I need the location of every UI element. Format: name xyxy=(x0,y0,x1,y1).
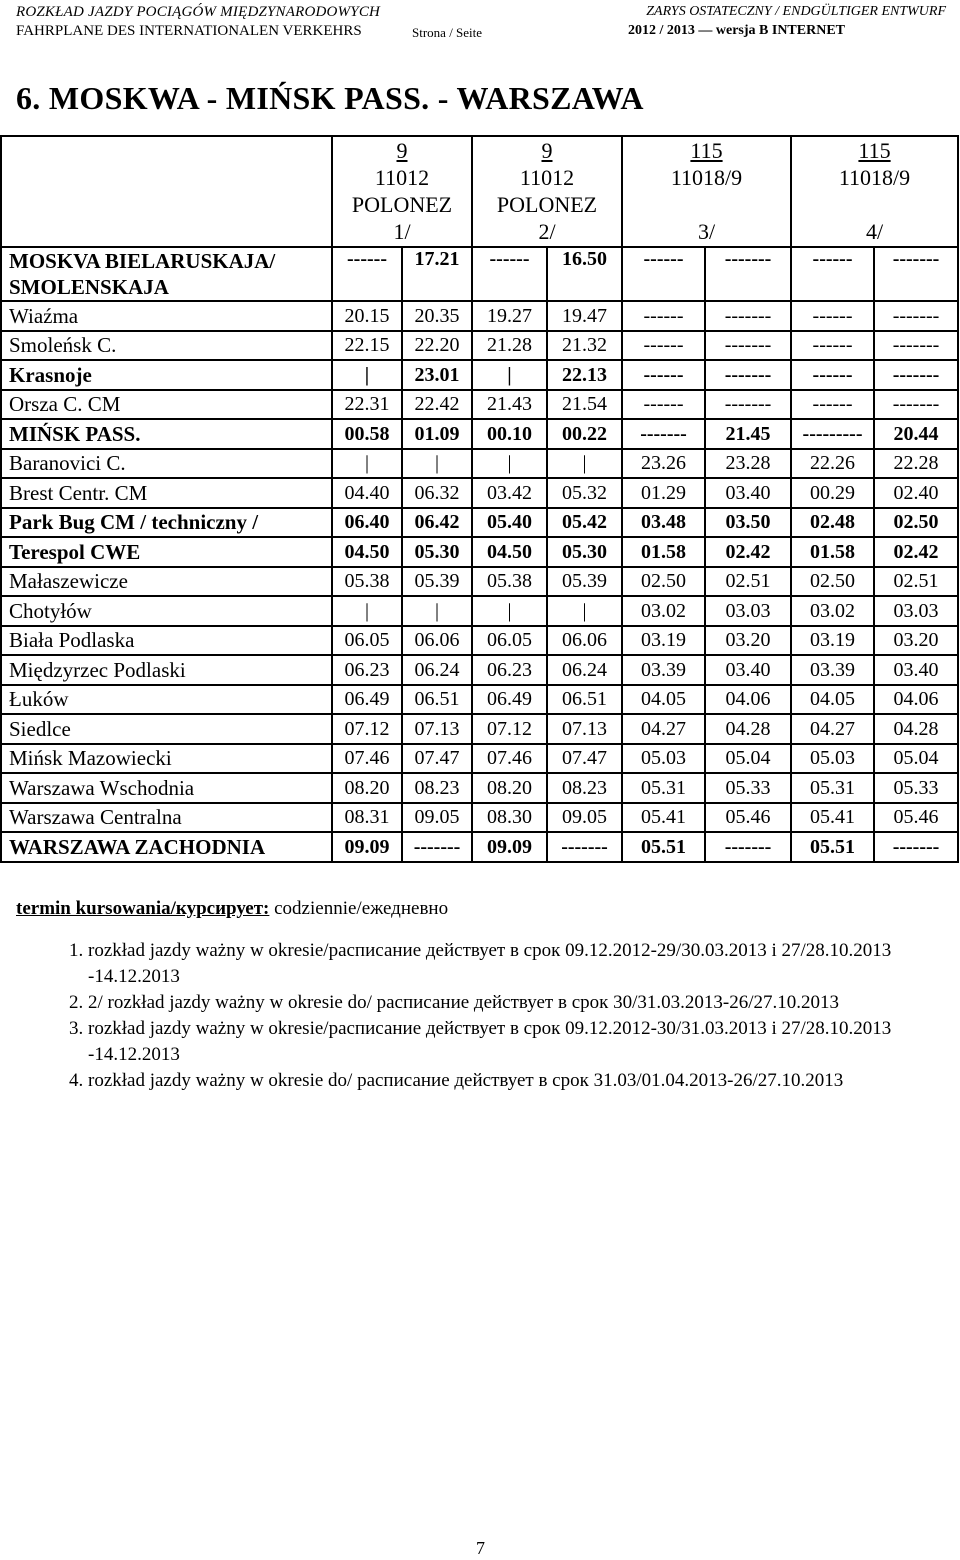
time-cell: ------- xyxy=(874,247,958,301)
station-row xyxy=(1,508,958,538)
time-cell: 00.22 xyxy=(547,419,622,449)
station-name-cell xyxy=(1,390,332,420)
time-cell: ------ xyxy=(622,331,705,361)
train-note: 2/ xyxy=(538,219,556,244)
time-cell: 05.38 xyxy=(472,567,547,597)
footnotes-list xyxy=(50,938,958,1094)
station-row xyxy=(1,567,958,597)
station-name: Baranovici C. xyxy=(9,451,126,476)
time-cell: 08.23 xyxy=(547,773,622,803)
time-cell: | xyxy=(547,596,622,626)
station-name: Warszawa Wschodnia xyxy=(9,775,195,800)
time-cell: 03.02 xyxy=(791,596,874,626)
time-cell: 05.33 xyxy=(705,773,791,803)
station-row xyxy=(1,744,958,774)
time-cell: 06.05 xyxy=(472,626,547,656)
station-row xyxy=(1,247,958,301)
time-cell: 00.29 xyxy=(791,478,874,508)
time-cell: 09.05 xyxy=(547,803,622,833)
station-row xyxy=(1,685,958,715)
station-name-cell xyxy=(1,744,332,774)
time-cell: 06.40 xyxy=(332,508,402,538)
time-cell: ------ xyxy=(622,360,705,390)
time-cell: 04.27 xyxy=(622,714,705,744)
header-page-label: Strona / Seite xyxy=(412,25,483,40)
station-name-line2: SMOLENSKAJA xyxy=(9,275,169,299)
train-column-header xyxy=(332,136,472,247)
time-cell: | xyxy=(332,360,402,390)
station-row xyxy=(1,360,958,390)
time-cell: 23.28 xyxy=(705,449,791,479)
time-cell: | xyxy=(402,596,472,626)
time-cell: 04.50 xyxy=(472,537,547,567)
time-cell: 03.20 xyxy=(705,626,791,656)
time-cell: 05.42 xyxy=(547,508,622,538)
time-cell: | xyxy=(332,596,402,626)
time-cell: ------- xyxy=(705,247,791,301)
station-name: Małaszewicze xyxy=(9,569,128,594)
time-cell: 23.01 xyxy=(402,360,472,390)
time-cell: 05.32 xyxy=(547,478,622,508)
time-cell: 07.47 xyxy=(402,744,472,774)
time-cell: 02.40 xyxy=(874,478,958,508)
station-row xyxy=(1,419,958,449)
station-row xyxy=(1,655,958,685)
time-cell: 06.06 xyxy=(547,626,622,656)
time-cell: 04.06 xyxy=(705,685,791,715)
station-name-cell xyxy=(1,685,332,715)
time-cell: ------- xyxy=(874,360,958,390)
time-cell: 22.26 xyxy=(791,449,874,479)
time-cell: 07.46 xyxy=(332,744,402,774)
time-cell: 03.40 xyxy=(874,655,958,685)
time-cell: ------ xyxy=(622,390,705,420)
station-name: Łuków xyxy=(9,687,69,712)
time-cell: 07.12 xyxy=(332,714,402,744)
time-cell: 08.31 xyxy=(332,803,402,833)
time-cell: 05.40 xyxy=(472,508,547,538)
time-cell: 06.05 xyxy=(332,626,402,656)
time-cell: 05.41 xyxy=(622,803,705,833)
time-cell: 06.24 xyxy=(402,655,472,685)
time-cell: ------- xyxy=(705,832,791,862)
station-name: Biała Podlaska xyxy=(9,628,135,653)
time-cell: ------ xyxy=(791,360,874,390)
time-cell: 02.42 xyxy=(705,537,791,567)
time-cell: 06.23 xyxy=(472,655,547,685)
station-name-cell xyxy=(1,803,332,833)
train-note: 3/ xyxy=(697,219,716,244)
time-cell: ------- xyxy=(547,832,622,862)
time-cell: 01.58 xyxy=(622,537,705,567)
station-name-cell xyxy=(1,832,332,862)
train-code: 11012 xyxy=(519,165,575,190)
time-cell: ------ xyxy=(791,390,874,420)
time-cell: 04.05 xyxy=(622,685,705,715)
time-cell: 21.43 xyxy=(472,390,547,420)
time-cell: ------ xyxy=(791,247,874,301)
station-name: Mińsk Mazowiecki xyxy=(9,746,172,771)
train-number: 115 xyxy=(690,138,723,163)
time-cell: 05.39 xyxy=(402,567,472,597)
time-cell: 04.06 xyxy=(874,685,958,715)
station-name: Chotyłów xyxy=(9,598,92,623)
station-name: MIŃSK PASS. xyxy=(9,421,141,446)
train-column-header xyxy=(791,136,958,247)
time-cell: ------- xyxy=(705,360,791,390)
time-cell: 17.21 xyxy=(402,247,472,301)
time-cell: 03.20 xyxy=(874,626,958,656)
train-name: POLONEZ xyxy=(496,192,598,217)
time-cell: ------- xyxy=(705,301,791,331)
station-name: Krasnoje xyxy=(9,362,92,387)
time-cell: 05.31 xyxy=(622,773,705,803)
time-cell: ------- xyxy=(705,331,791,361)
time-cell: 03.42 xyxy=(472,478,547,508)
time-cell: ------- xyxy=(705,390,791,420)
time-cell: 04.28 xyxy=(705,714,791,744)
time-cell: 21.54 xyxy=(547,390,622,420)
train-number: 9 xyxy=(541,138,553,163)
station-name: Terespol CWE xyxy=(9,539,141,564)
station-row xyxy=(1,773,958,803)
time-cell: 02.51 xyxy=(874,567,958,597)
station-row xyxy=(1,626,958,656)
time-cell: 00.58 xyxy=(332,419,402,449)
time-cell: 20.15 xyxy=(332,301,402,331)
station-row xyxy=(1,390,958,420)
station-name-cell xyxy=(1,360,332,390)
header-title-pl: ROZKŁAD JAZDY POCIĄGÓW MIĘDZYNARODOWYCH xyxy=(16,4,381,20)
train-column-header xyxy=(622,136,791,247)
time-cell: 02.42 xyxy=(874,537,958,567)
time-cell: ------ xyxy=(472,247,547,301)
station-name-cell xyxy=(1,419,332,449)
time-cell: 08.20 xyxy=(472,773,547,803)
time-cell: 03.02 xyxy=(622,596,705,626)
time-cell: ------ xyxy=(622,301,705,331)
time-cell: 02.48 xyxy=(791,508,874,538)
time-cell: 03.40 xyxy=(705,478,791,508)
time-cell: 03.19 xyxy=(791,626,874,656)
time-cell: 05.51 xyxy=(622,832,705,862)
time-cell: 04.28 xyxy=(874,714,958,744)
footnote-item: 4. rozkład jazdy ważny w okresie do/ расписание действует в срок 31.03/01.04.2013-26/27.10.2013 xyxy=(88,1068,958,1094)
page-title: 6. MOSKWA - MIŃSK PASS. - WARSZAWA xyxy=(16,80,644,116)
time-cell: 07.13 xyxy=(547,714,622,744)
time-cell: --------- xyxy=(791,419,874,449)
time-cell: 21.45 xyxy=(705,419,791,449)
time-cell: 05.38 xyxy=(332,567,402,597)
station-row xyxy=(1,596,958,626)
time-cell: 05.04 xyxy=(874,744,958,774)
station-row xyxy=(1,803,958,833)
station-name-cell xyxy=(1,537,332,567)
station-row xyxy=(1,832,958,862)
station-name: WARSZAWA ZACHODNIA xyxy=(9,834,266,859)
time-cell: 02.50 xyxy=(791,567,874,597)
time-cell: 23.26 xyxy=(622,449,705,479)
time-cell: 19.47 xyxy=(547,301,622,331)
time-cell: ------- xyxy=(874,832,958,862)
time-cell: 07.47 xyxy=(547,744,622,774)
station-row xyxy=(1,537,958,567)
time-cell: ------ xyxy=(622,247,705,301)
time-cell: 07.12 xyxy=(472,714,547,744)
footnote-item: 3. rozkład jazdy ważny w okresie/расписание действует в срок 09.12.2012-30/31.03.2013 i 27/28.10.2013 -14.12.2013 xyxy=(88,1016,958,1068)
time-cell: ------- xyxy=(402,832,472,862)
train-code: 11012 xyxy=(374,165,430,190)
time-cell: | xyxy=(332,449,402,479)
time-cell: ------- xyxy=(874,301,958,331)
time-cell: 03.40 xyxy=(705,655,791,685)
train-column-header xyxy=(472,136,622,247)
time-cell: 01.58 xyxy=(791,537,874,567)
time-cell: 04.27 xyxy=(791,714,874,744)
time-cell: | xyxy=(472,449,547,479)
train-name xyxy=(792,191,957,218)
station-name-cell xyxy=(1,247,332,301)
time-cell: 22.42 xyxy=(402,390,472,420)
station-name-cell xyxy=(1,596,332,626)
operating-days xyxy=(16,898,448,920)
time-cell: 03.03 xyxy=(705,596,791,626)
time-cell: 06.42 xyxy=(402,508,472,538)
time-cell: 05.03 xyxy=(622,744,705,774)
time-cell: 01.09 xyxy=(402,419,472,449)
time-cell: 00.10 xyxy=(472,419,547,449)
time-cell: 05.33 xyxy=(874,773,958,803)
time-cell: 05.46 xyxy=(705,803,791,833)
station-name: MOSKVA BIELARUSKAJA/ xyxy=(9,249,276,273)
station-name-cell xyxy=(1,626,332,656)
time-cell: 05.51 xyxy=(791,832,874,862)
station-name: Siedlce xyxy=(9,716,71,741)
station-name-cell xyxy=(1,478,332,508)
time-cell: 07.46 xyxy=(472,744,547,774)
station-name: Wiaźma xyxy=(9,303,79,328)
station-name-cell xyxy=(1,331,332,361)
footnote-item: 2. 2/ rozkład jazdy ważny w okresie do/ расписание действует в срок 30/31.03.2013-26/27.10.2013 xyxy=(88,990,958,1016)
time-cell: 05.46 xyxy=(874,803,958,833)
time-cell: 05.39 xyxy=(547,567,622,597)
time-cell: 06.49 xyxy=(332,685,402,715)
station-name: Orsza C. CM xyxy=(9,392,121,417)
time-cell: 09.09 xyxy=(332,832,402,862)
time-cell: 22.31 xyxy=(332,390,402,420)
station-name-cell xyxy=(1,773,332,803)
time-cell: ------ xyxy=(791,331,874,361)
station-name-cell xyxy=(1,655,332,685)
time-cell: ------- xyxy=(622,419,705,449)
train-number: 9 xyxy=(396,138,408,163)
station-name: Brest Centr. CM xyxy=(9,480,148,505)
station-name: Smoleńsk C. xyxy=(9,333,117,358)
time-cell: 09.05 xyxy=(402,803,472,833)
station-row xyxy=(1,714,958,744)
time-cell: 06.23 xyxy=(332,655,402,685)
time-cell: ------- xyxy=(874,331,958,361)
time-cell: 21.28 xyxy=(472,331,547,361)
time-cell: 06.51 xyxy=(402,685,472,715)
station-name-cell xyxy=(1,567,332,597)
header-title-de: FAHRPLANE DES INTERNATIONALEN VERKEHRS xyxy=(16,23,362,39)
time-cell: 06.06 xyxy=(402,626,472,656)
station-row xyxy=(1,301,958,331)
time-cell: ------- xyxy=(874,390,958,420)
time-cell: 05.41 xyxy=(791,803,874,833)
time-cell: 03.48 xyxy=(622,508,705,538)
header-draft-label: ZARYS OSTATECZNY / ENDGÜLTIGER ENTWURF xyxy=(646,4,946,19)
time-cell: 09.09 xyxy=(472,832,547,862)
time-cell: 03.39 xyxy=(791,655,874,685)
time-cell: 20.44 xyxy=(874,419,958,449)
train-header-row xyxy=(1,136,958,247)
time-cell: | xyxy=(547,449,622,479)
time-cell: 19.27 xyxy=(472,301,547,331)
time-cell: 04.40 xyxy=(332,478,402,508)
time-cell: 04.05 xyxy=(791,685,874,715)
time-cell: 20.35 xyxy=(402,301,472,331)
train-note: 1/ xyxy=(393,219,411,244)
footnote-item: 1. rozkład jazdy ważny w okresie/расписание действует в срок 09.12.2012-29/30.03.2013 i 27/28.10.2013 -14.12.2013 xyxy=(88,938,958,990)
operating-days-label: termin kursowania/курсирует: xyxy=(16,898,270,919)
time-cell: 02.51 xyxy=(705,567,791,597)
station-row xyxy=(1,331,958,361)
header-corner-cell xyxy=(1,136,332,247)
time-cell: 06.49 xyxy=(472,685,547,715)
time-cell: 22.20 xyxy=(402,331,472,361)
time-cell: 08.23 xyxy=(402,773,472,803)
time-cell: 01.29 xyxy=(622,478,705,508)
time-cell: 03.19 xyxy=(622,626,705,656)
time-cell: 06.32 xyxy=(402,478,472,508)
time-cell: 05.03 xyxy=(791,744,874,774)
time-cell: ------ xyxy=(791,301,874,331)
time-cell: 05.31 xyxy=(791,773,874,803)
time-cell: 08.20 xyxy=(332,773,402,803)
time-cell: 05.30 xyxy=(547,537,622,567)
time-cell: 16.50 xyxy=(547,247,622,301)
station-name-cell xyxy=(1,508,332,538)
time-cell: 21.32 xyxy=(547,331,622,361)
time-cell: 07.13 xyxy=(402,714,472,744)
time-cell: 05.30 xyxy=(402,537,472,567)
station-row xyxy=(1,478,958,508)
train-code: 11018/9 xyxy=(670,165,743,190)
train-name: POLONEZ xyxy=(351,192,453,217)
train-number: 115 xyxy=(858,138,891,163)
time-cell: 22.13 xyxy=(547,360,622,390)
time-cell: 22.15 xyxy=(332,331,402,361)
time-cell: 22.28 xyxy=(874,449,958,479)
train-note: 4/ xyxy=(865,219,884,244)
time-cell: 03.50 xyxy=(705,508,791,538)
page-header xyxy=(16,2,946,44)
time-cell: | xyxy=(472,596,547,626)
time-cell: 02.50 xyxy=(874,508,958,538)
time-cell: 06.51 xyxy=(547,685,622,715)
time-cell: 03.03 xyxy=(874,596,958,626)
time-cell: ------ xyxy=(332,247,402,301)
time-cell: 02.50 xyxy=(622,567,705,597)
time-cell: 08.30 xyxy=(472,803,547,833)
time-cell: | xyxy=(402,449,472,479)
train-code: 11018/9 xyxy=(838,165,911,190)
operating-days-value: codziennie/ежедневно xyxy=(269,898,449,919)
timetable xyxy=(0,135,959,863)
station-name: Park Bug CM / techniczny / xyxy=(9,510,259,535)
time-cell: 05.04 xyxy=(705,744,791,774)
header-version: 2012 / 2013 — wersja B INTERNET xyxy=(628,23,846,38)
time-cell: 06.24 xyxy=(547,655,622,685)
station-name-cell xyxy=(1,449,332,479)
page-number: 7 xyxy=(476,1538,485,1558)
time-cell: 04.50 xyxy=(332,537,402,567)
train-name xyxy=(623,191,790,218)
station-name-cell xyxy=(1,714,332,744)
station-name: Warszawa Centralna xyxy=(9,805,182,830)
time-cell: 03.39 xyxy=(622,655,705,685)
time-cell: | xyxy=(472,360,547,390)
station-row xyxy=(1,449,958,479)
station-name: Międzyrzec Podlaski xyxy=(9,657,186,682)
station-name-cell xyxy=(1,301,332,331)
